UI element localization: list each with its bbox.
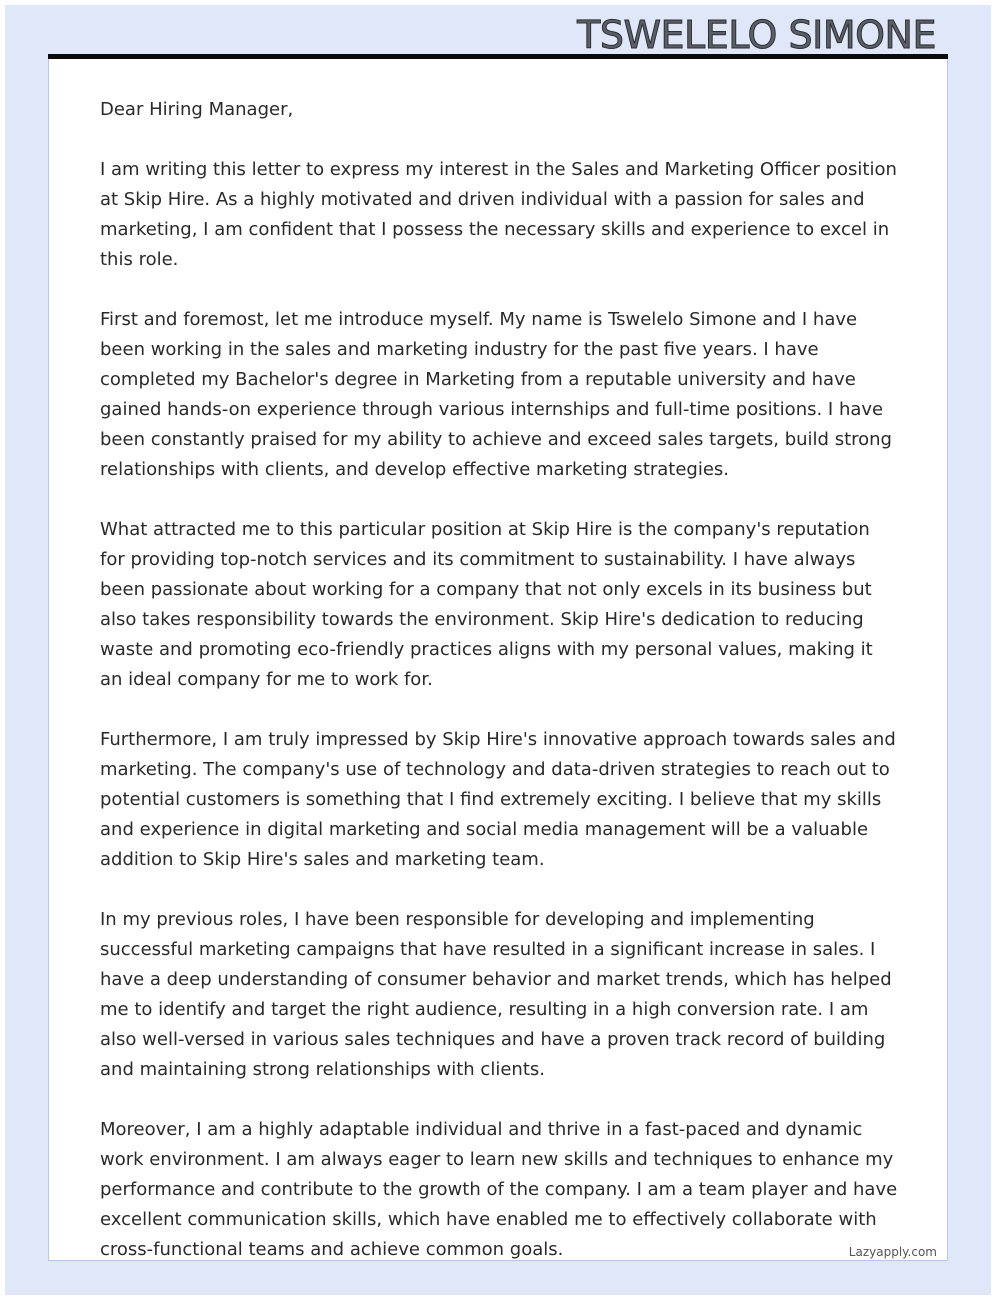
- letter-paragraph-5: In my previous roles, I have been responsible for developing and implementing successful marketing campaigns that have resulted in a significant increase in sales. I have a deep understanding of consumer behavior and market trends, which has helped me to identify and target the right audience, resulting in a high conversion rate. I am also well-versed in various sales techniques and have a proven track record of building and maintaining strong relationships with clients.: [100, 909, 892, 1080]
- letter-paragraph-4: Furthermore, I am truly impressed by Skip Hire's innovative approach towards sales and marketing. The company's use of technology and data-driven strategies to reach out to potential customers is something that I find extremely exciting. I believe that my skills and experience in digital marketing and social media management will be a valuable addition to Skip Hire's sales and marketing team.: [100, 729, 896, 870]
- watermark: Lazyapply.com: [848, 1245, 937, 1259]
- letter-page: [48, 57, 948, 1261]
- letter-paragraph-1: I am writing this letter to express my interest in the Sales and Marketing Officer position at Skip Hire. As a highly motivated and driven individual with a passion for sales and marketing, I am confident that I possess the necessary skills and experience to excel in this role.: [100, 159, 897, 270]
- applicant-name: TSWELELO SIMONE: [577, 13, 936, 57]
- letter-greeting: Dear Hiring Manager,: [100, 99, 294, 120]
- letter-paragraph-6: Moreover, I am a highly adaptable individual and thrive in a fast-paced and dynamic work environment. I am always eager to learn new skills and techniques to enhance my performance and contribute to the growth of the company. I am a team player and have excellent communication skills, which have enabled me to effectively collaborate with cross-functional teams and achieve common goals.: [100, 1119, 898, 1260]
- letter-paragraph-3: What attracted me to this particular position at Skip Hire is the company's reputation for providing top-notch services and its commitment to sustainability. I have always been passionate about working for a company that not only excels in its business but also takes responsibility towards the environment. Skip Hire's dedication to reducing waste and promoting eco-friendly practices aligns with my personal values, making it an ideal company for me to work for.: [100, 519, 873, 690]
- letter-paragraph-2: First and foremost, let me introduce myself. My name is Tswelelo Simone and I have been working in the sales and marketing industry for the past five years. I have completed my Bachelor's degree in Marketing from a reputable university and have gained hands-on experience through various internships and full-time positions. I have been constantly praised for my ability to achieve and exceed sales targets, build strong relationships with clients, and develop effective marketing strategies.: [100, 309, 892, 480]
- letter-body: [100, 95, 900, 1261]
